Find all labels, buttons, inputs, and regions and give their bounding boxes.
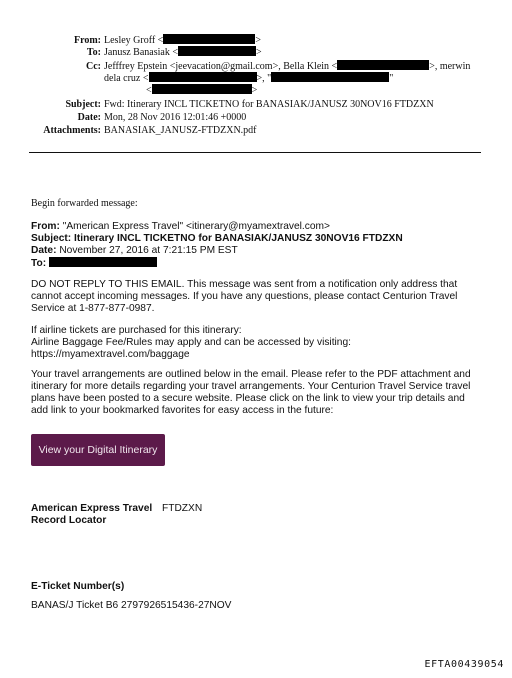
eticket-heading: E-Ticket Number(s) bbox=[31, 581, 125, 592]
baggage-line: If airline tickets are purchased for this itinerary: bbox=[31, 325, 242, 336]
cc-text: dela cruz < bbox=[104, 73, 149, 84]
header-cc-line3 bbox=[146, 84, 257, 97]
record-locator-label-line1: American Express Travel bbox=[31, 503, 153, 514]
header-to-close: > bbox=[255, 47, 262, 58]
redaction-bar bbox=[152, 84, 252, 94]
document-id: EFTA00439054 bbox=[424, 659, 504, 670]
cc-text: < bbox=[146, 85, 152, 96]
redaction-bar bbox=[149, 72, 257, 82]
header-date-value: Mon, 28 Nov 2016 12:01:46 +0000 bbox=[104, 112, 247, 123]
redaction-bar bbox=[163, 34, 255, 44]
header-to-label: To: bbox=[86, 47, 101, 58]
redaction-bar bbox=[271, 72, 389, 82]
attachment-link[interactable]: BANASIAK_JANUSZ-FTDZXN.pdf bbox=[104, 125, 257, 136]
fwd-from-line bbox=[31, 221, 330, 233]
header-from-name: Lesley Groff < bbox=[104, 35, 164, 46]
header-subject-value: Fwd: Itinerary INCL TICKETNO for BANASIAK/JANUSZ 30NOV16 FTDZXN bbox=[104, 99, 434, 110]
header-divider bbox=[29, 152, 481, 153]
redaction-bar bbox=[178, 46, 256, 56]
notice-line: Service at 1-877-877-0987. bbox=[31, 303, 155, 314]
fwd-to-label: To: bbox=[31, 258, 47, 269]
header-attachments-label: Attachments: bbox=[43, 125, 101, 136]
baggage-link[interactable]: https://myamextravel.com/baggage bbox=[31, 349, 190, 360]
email-header bbox=[0, 0, 512, 140]
fwd-date-line bbox=[31, 245, 238, 257]
arrangements-line: add link to your bookmarked favorites for easy access in the future: bbox=[31, 405, 334, 416]
header-to-value bbox=[104, 46, 262, 59]
cc-text: >, merwin bbox=[429, 61, 471, 72]
redaction-bar bbox=[337, 60, 429, 70]
fwd-from-label: From: bbox=[31, 221, 60, 232]
fwd-to-line bbox=[31, 257, 157, 270]
cc-text: >, " bbox=[256, 73, 272, 84]
header-cc-label: Cc: bbox=[86, 61, 101, 72]
redaction-bar bbox=[49, 257, 157, 267]
record-locator-label-line2: Record Locator bbox=[31, 515, 107, 526]
header-from-close: > bbox=[255, 35, 261, 46]
forwarded-intro: Begin forwarded message: bbox=[31, 198, 138, 209]
header-date-label: Date: bbox=[77, 112, 101, 123]
arrangements-line: Your travel arrangements are outlined below in the email. Please refer to the PDF attachment and bbox=[31, 369, 471, 380]
header-subject-label: Subject: bbox=[65, 99, 101, 110]
cc-text: " bbox=[389, 73, 394, 84]
header-to-name: Janusz Banasiak < bbox=[104, 47, 178, 58]
arrangements-line: plans have been posted to a secure website. Please click on the link to view your trip details and bbox=[31, 393, 465, 404]
notice-line: cannot accept incoming messages. If you have any questions, please contact Centurion Travel bbox=[31, 291, 458, 302]
cc-text: > bbox=[251, 85, 258, 96]
baggage-line: Airline Baggage Fee/Rules may apply and can be accessed by visiting: bbox=[31, 337, 351, 348]
notice-line: DO NOT REPLY TO THIS EMAIL. This message was sent from a notification only address that bbox=[31, 279, 458, 290]
record-locator-value: FTDZXN bbox=[162, 503, 203, 514]
fwd-date-value: November 27, 2016 at 7:21:15 PM EST bbox=[56, 245, 238, 256]
fwd-subject-line: Subject: Itinerary INCL TICKETNO for BANASIAK/JANUSZ 30NOV16 FTDZXN bbox=[31, 233, 403, 244]
fwd-date-label: Date: bbox=[31, 245, 57, 256]
arrangements-line: itinerary for more details regarding your travel arrangements. Your Centurion Travel Service travel bbox=[31, 381, 471, 392]
eticket-line: BANAS/J Ticket B6 2797926515436-27NOV bbox=[31, 600, 232, 611]
header-from-label: From: bbox=[73, 35, 101, 46]
view-digital-itinerary-button[interactable]: View your Digital Itinerary bbox=[31, 434, 165, 466]
fwd-from-value: "American Express Travel" <itinerary@myamextravel.com> bbox=[59, 221, 330, 232]
cc-text: Jefffrey Epstein <jeevacation@gmail.com>, Bella Klein < bbox=[104, 61, 338, 72]
